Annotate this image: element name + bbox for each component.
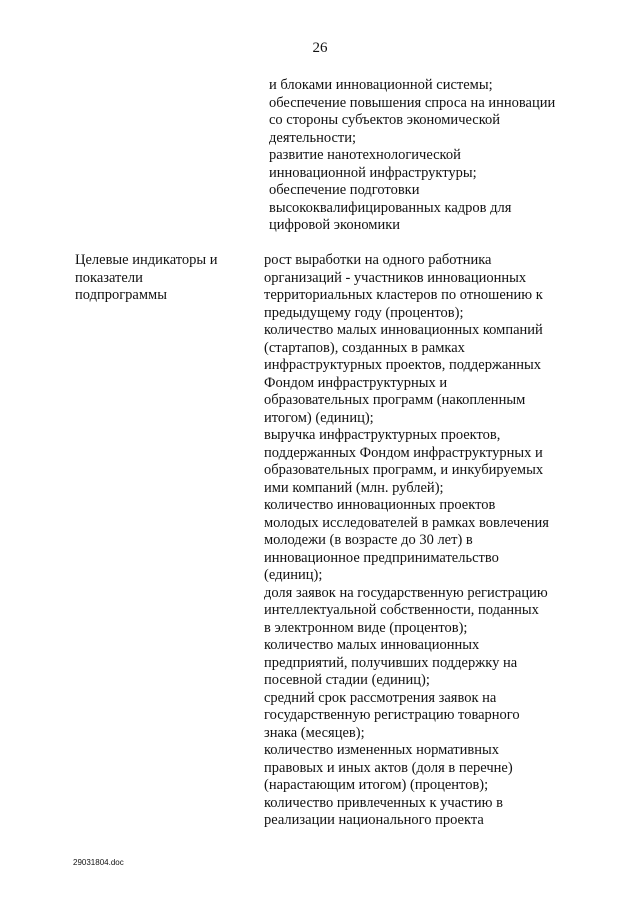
text-line: (нарастающим итогом) (процентов); [264,777,489,793]
text-line: молодых исследователей в рамках вовлечения [264,514,549,531]
text-line: Фондом инфраструктурных и [264,374,448,391]
text-line: со стороны субъектов экономической [269,112,501,128]
text-line: обеспечение повышения спроса на инновации [269,94,556,111]
text-line: развитие нанотехнологической [269,147,461,163]
text-line: образовательных программ, и инкубируемых [264,462,544,478]
text-line: знака (месяцев); [264,724,365,741]
text-line: организаций - участников инновационных [264,269,527,286]
text-line: инновационное предпринимательство [264,549,499,566]
text-line: в электронном виде (процентов); [264,619,468,636]
text-line: Целевые индикаторы и [75,252,218,268]
previous-row-tasks-continuation [269,77,555,235]
text-line: цифровой экономики [269,217,401,233]
text-line: количество малых инновационных [264,637,480,653]
text-line: интеллектуальной собственности, поданных [264,602,539,618]
text-line: предыдущему году (процентов); [264,304,464,321]
text-line: государственную регистрацию товарного [264,707,520,723]
text-line: количество малых инновационных компаний [264,322,543,338]
text-line: показатели [75,269,143,286]
text-line: итогом) (единиц); [264,409,374,426]
text-line: рост выработки на одного работника [264,252,492,268]
document-filename: 29031804.doc [73,858,124,867]
text-line: деятельности; [269,129,357,146]
text-line: предприятий, получивших поддержку на [264,654,518,671]
text-line: образовательных программ (накопленным [264,392,526,408]
text-line: (стартапов), созданных в рамках [264,339,465,356]
row-label-target-indicators [75,252,218,305]
text-line: инфраструктурных проектов, поддержанных [264,357,541,373]
text-line: подпрограммы [75,287,167,303]
text-line: выручка инфраструктурных проектов, [264,427,501,443]
text-line: доля заявок на государственную регистрацию [264,584,548,601]
text-line: и блоками инновационной системы; [269,77,493,93]
text-line: количество привлеченных к участию в [264,794,503,811]
text-line: ими компаний (млн. рублей); [264,479,444,496]
text-line: поддержанных Фондом инфраструктурных и [264,444,543,461]
text-line: (единиц); [264,567,323,583]
text-line: средний срок рассмотрения заявок на [264,689,497,706]
page-number: 26 [312,40,328,56]
text-line: количество инновационных проектов [264,497,496,513]
text-line: высококвалифицированных кадров для [269,199,512,216]
text-line: количество измененных нормативных [264,742,499,758]
text-line: посевной стадии (единиц); [264,672,430,688]
text-line: территориальных кластеров по отношению к [264,287,543,303]
text-line: правовых и иных актов (доля в перечне) [264,759,513,776]
text-line: обеспечение подготовки [269,182,420,198]
text-line: реализации национального проекта [264,812,484,828]
text-line: инновационной инфраструктуры; [269,164,477,181]
target-indicators-list [264,252,549,830]
text-line: молодежи (в возрасте до 30 лет) в [264,532,473,548]
